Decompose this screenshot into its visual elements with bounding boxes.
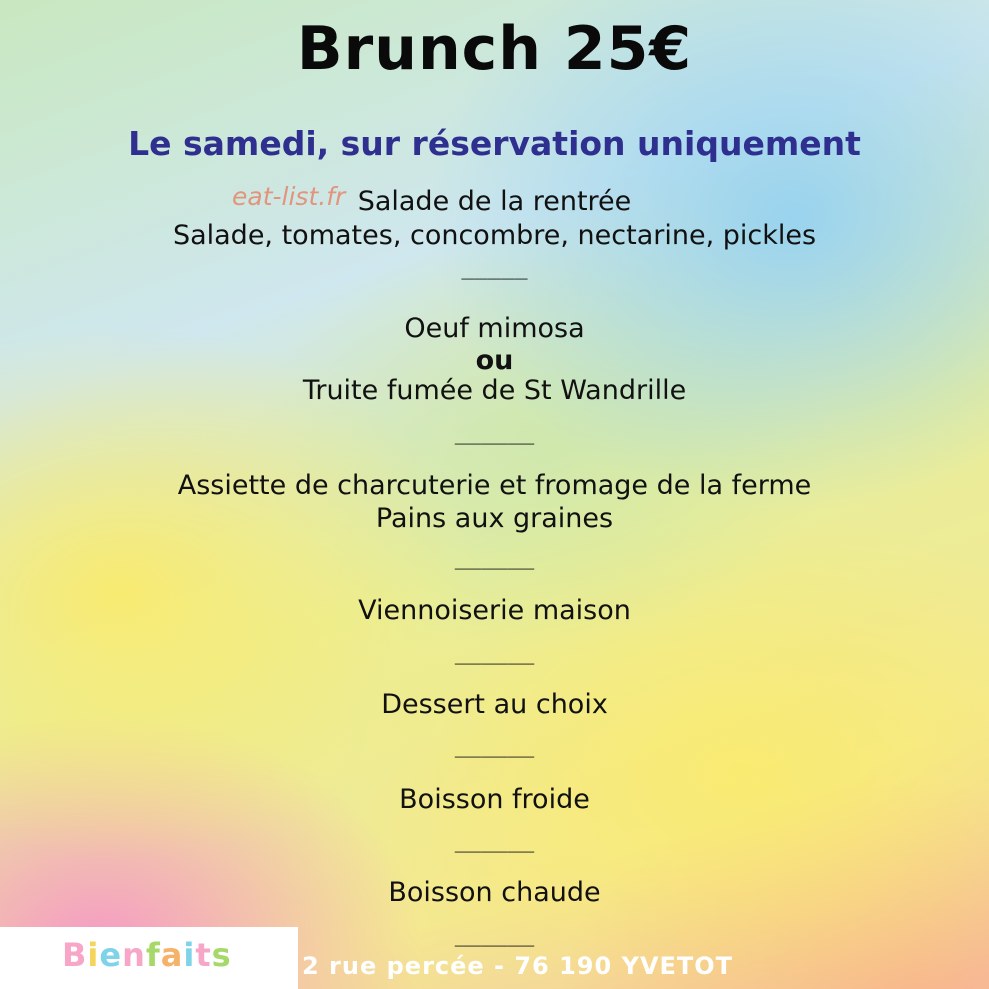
logo-letter: s: [211, 936, 232, 974]
page-title: Brunch 25€: [296, 14, 693, 84]
logo-letter: t: [195, 936, 212, 974]
menu-item-description: Salade, tomates, concombre, nectarine, pickles: [172, 220, 817, 251]
subtitle: Le samedi, sur réservation uniquement: [128, 124, 861, 163]
logo-letter: e: [99, 936, 123, 974]
separator: ______: [454, 640, 535, 665]
menu-item-title: Viennoiserie maison: [358, 595, 631, 626]
bienfaits-logo: [62, 936, 232, 974]
logo-letter: n: [122, 936, 146, 974]
address: 2 rue percée - 76 190 YVETOT: [302, 952, 734, 980]
separator: ______: [454, 545, 535, 570]
menu-choice-or: ou: [475, 345, 514, 376]
separator: ______: [454, 733, 535, 758]
logo-letter: i: [183, 936, 196, 974]
logo-letter: f: [145, 936, 161, 974]
menu-item-title: Boisson chaude: [388, 877, 601, 908]
menu-item-title: Dessert au choix: [381, 689, 608, 720]
menu-item-title: Boisson froide: [399, 784, 590, 815]
menu-item-title: Truite fumée de St Wandrille: [302, 375, 687, 406]
watermark: eat-list.fr: [232, 182, 346, 211]
menu-item-title: Assiette de charcuterie et fromage de la ferme: [177, 470, 812, 501]
separator: ______: [454, 828, 535, 853]
separator: _____: [461, 255, 528, 280]
menu-item-title: Oeuf mimosa: [404, 313, 585, 344]
logo-letter: B: [62, 936, 88, 974]
separator: ______: [454, 922, 535, 947]
logo-letter: a: [160, 936, 184, 974]
separator: ______: [454, 420, 535, 445]
logo-letter: i: [87, 936, 100, 974]
menu-item-title: Salade de la rentrée: [357, 186, 632, 217]
menu-item-description: Pains aux graines: [375, 503, 614, 534]
